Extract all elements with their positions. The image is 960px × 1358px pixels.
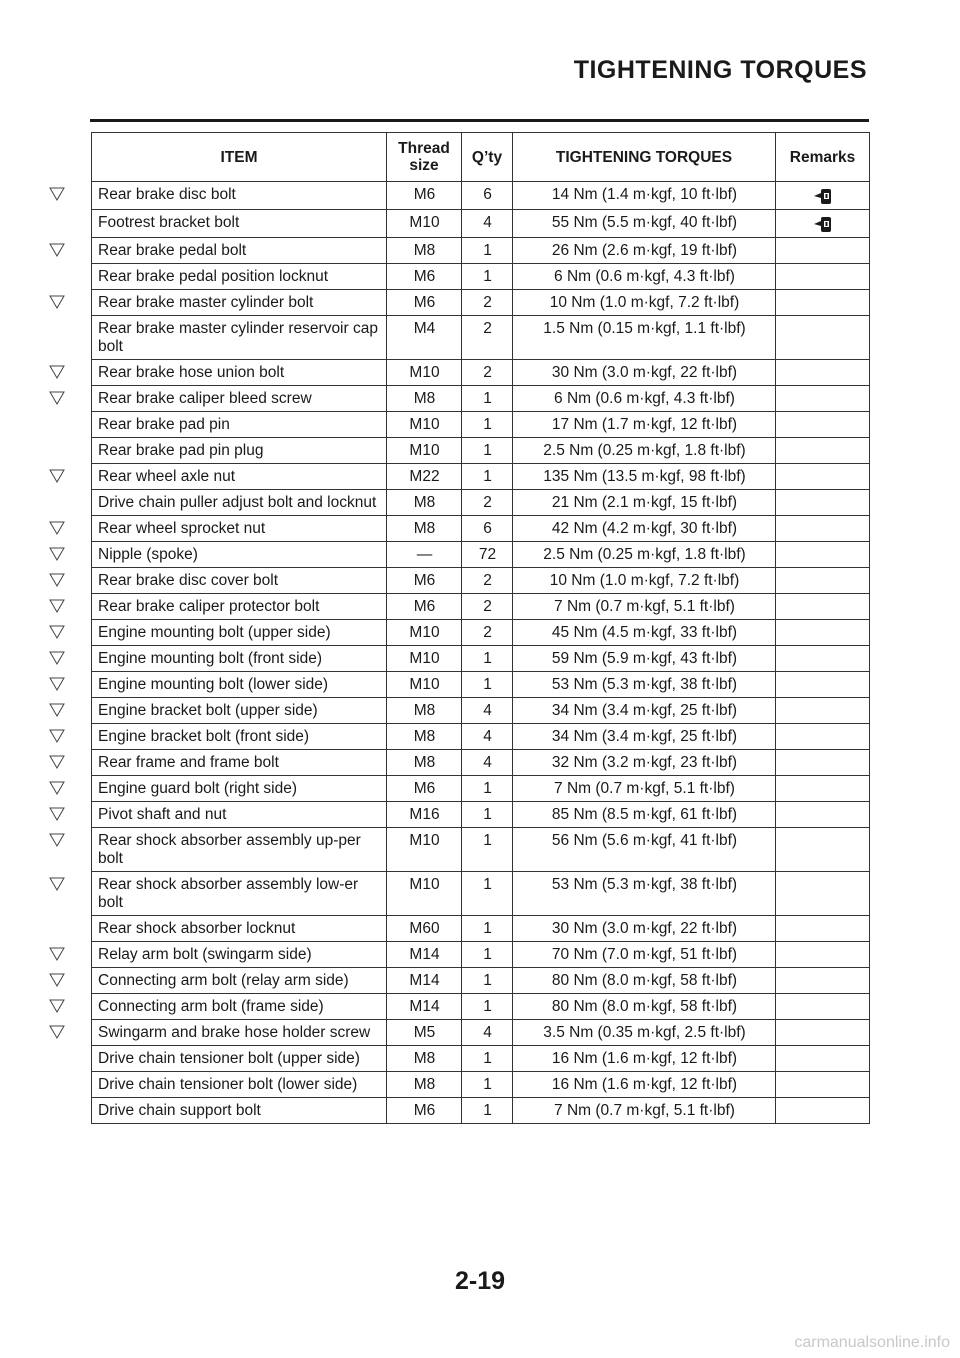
cell-qty: 6: [462, 516, 513, 542]
cell-item: [92, 290, 387, 316]
cell-qty: 2: [462, 568, 513, 594]
cell-torque: 6 Nm (0.6 m·kgf, 4.3 ft·lbf): [513, 264, 776, 290]
cell-qty: 1: [462, 802, 513, 828]
cell-remarks: [776, 620, 870, 646]
cell-remarks: [776, 776, 870, 802]
cell-qty: 1: [462, 1046, 513, 1072]
cell-remarks: [776, 802, 870, 828]
cell-thread-size: M10: [387, 620, 462, 646]
cell-torque: 34 Nm (3.4 m·kgf, 25 ft·lbf): [513, 698, 776, 724]
cell-torque: 53 Nm (5.3 m·kgf, 38 ft·lbf): [513, 672, 776, 698]
cell-qty: 72: [462, 542, 513, 568]
item-label: Rear shock absorber assembly up-per bolt: [98, 832, 361, 867]
cell-remarks: [776, 464, 870, 490]
cell-remarks: [776, 210, 870, 238]
cell-item: [92, 490, 387, 516]
cell-item: [92, 968, 387, 994]
cell-remarks: [776, 542, 870, 568]
cell-torque: 56 Nm (5.6 m·kgf, 41 ft·lbf): [513, 828, 776, 872]
table-row: [92, 1098, 870, 1124]
cell-torque: 26 Nm (2.6 m·kgf, 19 ft·lbf): [513, 238, 776, 264]
table-row: [92, 490, 870, 516]
cell-remarks: [776, 360, 870, 386]
cell-qty: 2: [462, 620, 513, 646]
cell-thread-size: M6: [387, 1098, 462, 1124]
item-label: Connecting arm bolt (relay arm side): [98, 972, 349, 989]
cell-thread-size: M10: [387, 828, 462, 872]
cell-thread-size: M6: [387, 568, 462, 594]
triangle-mark-icon: [49, 651, 65, 665]
cell-torque: 1.5 Nm (0.15 m·kgf, 1.1 ft·lbf): [513, 316, 776, 360]
table-row: [92, 1072, 870, 1098]
table-row: [92, 182, 870, 210]
cell-remarks: [776, 290, 870, 316]
title-divider: [90, 119, 869, 122]
cell-qty: 1: [462, 672, 513, 698]
triangle-mark-icon: [49, 833, 65, 847]
cell-remarks: [776, 1072, 870, 1098]
cell-remarks: [776, 916, 870, 942]
cell-torque: 70 Nm (7.0 m·kgf, 51 ft·lbf): [513, 942, 776, 968]
item-label: Rear brake master cylinder reservoir cap bolt: [98, 320, 378, 355]
item-label: Rear brake pedal position locknut: [98, 268, 329, 285]
cell-item: [92, 568, 387, 594]
cell-torque: 7 Nm (0.7 m·kgf, 5.1 ft·lbf): [513, 594, 776, 620]
item-label: Engine bracket bolt (front side): [98, 728, 310, 745]
cell-torque: 2.5 Nm (0.25 m·kgf, 1.8 ft·lbf): [513, 542, 776, 568]
table-row: [92, 776, 870, 802]
header-qty: Q’ty: [462, 133, 513, 182]
table-row: [92, 646, 870, 672]
cell-remarks: [776, 872, 870, 916]
cell-torque: 85 Nm (8.5 m·kgf, 61 ft·lbf): [513, 802, 776, 828]
header-thread-size: Thread size: [387, 133, 462, 182]
triangle-mark-icon: [49, 573, 65, 587]
triangle-mark-icon: [49, 703, 65, 717]
cell-item: [92, 698, 387, 724]
cell-thread-size: M10: [387, 210, 462, 238]
table-row: [92, 802, 870, 828]
item-label: Rear shock absorber locknut: [98, 920, 296, 937]
table-body: [92, 182, 870, 1124]
cell-item: [92, 872, 387, 916]
cell-torque: 2.5 Nm (0.25 m·kgf, 1.8 ft·lbf): [513, 438, 776, 464]
cell-torque: 30 Nm (3.0 m·kgf, 22 ft·lbf): [513, 360, 776, 386]
cell-thread-size: M8: [387, 750, 462, 776]
cell-torque: 135 Nm (13.5 m·kgf, 98 ft·lbf): [513, 464, 776, 490]
cell-torque: 21 Nm (2.1 m·kgf, 15 ft·lbf): [513, 490, 776, 516]
cell-remarks: [776, 568, 870, 594]
cell-item: [92, 386, 387, 412]
cell-item: [92, 316, 387, 360]
item-label: Connecting arm bolt (frame side): [98, 998, 324, 1015]
cell-remarks: [776, 750, 870, 776]
cell-torque: 7 Nm (0.7 m·kgf, 5.1 ft·lbf): [513, 1098, 776, 1124]
table-row: [92, 464, 870, 490]
cell-item: [92, 620, 387, 646]
triangle-mark-icon: [49, 1025, 65, 1039]
cell-item: [92, 438, 387, 464]
cell-remarks: [776, 828, 870, 872]
cell-item: [92, 464, 387, 490]
cell-thread-size: M10: [387, 646, 462, 672]
cell-remarks: [776, 968, 870, 994]
cell-item: [92, 1046, 387, 1072]
table-row: [92, 290, 870, 316]
cell-thread-size: M5: [387, 1020, 462, 1046]
table-row: [92, 942, 870, 968]
cell-qty: 1: [462, 1072, 513, 1098]
cell-item: [92, 942, 387, 968]
item-label: Engine bracket bolt (upper side): [98, 702, 318, 719]
triangle-mark-icon: [49, 755, 65, 769]
table-row: [92, 698, 870, 724]
cell-item: [92, 210, 387, 238]
cell-thread-size: M10: [387, 672, 462, 698]
cell-remarks: [776, 1020, 870, 1046]
cell-torque: 34 Nm (3.4 m·kgf, 25 ft·lbf): [513, 724, 776, 750]
cell-qty: 1: [462, 264, 513, 290]
triangle-mark-icon: [49, 547, 65, 561]
cell-qty: 1: [462, 386, 513, 412]
item-label: Engine mounting bolt (front side): [98, 650, 323, 667]
item-label: Rear wheel axle nut: [98, 468, 235, 485]
item-label: Drive chain support bolt: [98, 1102, 261, 1119]
cell-remarks: [776, 386, 870, 412]
cell-thread-size: M6: [387, 594, 462, 620]
cell-qty: 4: [462, 724, 513, 750]
cell-item: [92, 646, 387, 672]
cell-qty: 4: [462, 750, 513, 776]
triangle-mark-icon: [49, 365, 65, 379]
cell-remarks: [776, 238, 870, 264]
cell-item: [92, 360, 387, 386]
table-row: [92, 1020, 870, 1046]
triangle-mark-icon: [49, 295, 65, 309]
cell-thread-size: M6: [387, 776, 462, 802]
cell-thread-size: M8: [387, 386, 462, 412]
cell-thread-size: M6: [387, 264, 462, 290]
cell-qty: 6: [462, 182, 513, 210]
cell-remarks: [776, 942, 870, 968]
cell-item: [92, 916, 387, 942]
cell-qty: 1: [462, 238, 513, 264]
cell-thread-size: M22: [387, 464, 462, 490]
cell-item: [92, 594, 387, 620]
cell-item: [92, 238, 387, 264]
cell-torque: 80 Nm (8.0 m·kgf, 58 ft·lbf): [513, 968, 776, 994]
cell-item: [92, 994, 387, 1020]
cell-item: [92, 264, 387, 290]
table-row: [92, 386, 870, 412]
cell-thread-size: —: [387, 542, 462, 568]
item-label: Relay arm bolt (swingarm side): [98, 946, 312, 963]
triangle-mark-icon: [49, 677, 65, 691]
watermark: carmanualsonline.info: [794, 1334, 950, 1351]
table-row: [92, 872, 870, 916]
cell-qty: 1: [462, 646, 513, 672]
item-label: Nipple (spoke): [98, 546, 198, 563]
loctite-icon: [812, 214, 834, 234]
item-label: Rear brake caliper protector bolt: [98, 598, 320, 615]
item-label: Rear brake pad pin: [98, 416, 230, 433]
cell-torque: 80 Nm (8.0 m·kgf, 58 ft·lbf): [513, 994, 776, 1020]
cell-torque: 55 Nm (5.5 m·kgf, 40 ft·lbf): [513, 210, 776, 238]
table-row: [92, 750, 870, 776]
cell-remarks: [776, 646, 870, 672]
cell-qty: 1: [462, 438, 513, 464]
cell-torque: 45 Nm (4.5 m·kgf, 33 ft·lbf): [513, 620, 776, 646]
cell-remarks: [776, 1098, 870, 1124]
cell-torque: 53 Nm (5.3 m·kgf, 38 ft·lbf): [513, 872, 776, 916]
table-row: [92, 994, 870, 1020]
cell-item: [92, 1098, 387, 1124]
triangle-mark-icon: [49, 729, 65, 743]
cell-thread-size: M6: [387, 290, 462, 316]
cell-item: [92, 750, 387, 776]
cell-torque: 10 Nm (1.0 m·kgf, 7.2 ft·lbf): [513, 568, 776, 594]
cell-thread-size: M14: [387, 968, 462, 994]
cell-item: [92, 724, 387, 750]
cell-thread-size: M10: [387, 412, 462, 438]
cell-torque: 42 Nm (4.2 m·kgf, 30 ft·lbf): [513, 516, 776, 542]
triangle-mark-icon: [49, 877, 65, 891]
cell-qty: 4: [462, 1020, 513, 1046]
cell-qty: 1: [462, 828, 513, 872]
cell-thread-size: M8: [387, 1046, 462, 1072]
item-label: Rear brake disc cover bolt: [98, 572, 279, 589]
header-remarks: Remarks: [776, 133, 870, 182]
cell-remarks: [776, 516, 870, 542]
cell-qty: 2: [462, 290, 513, 316]
loctite-icon: [812, 186, 834, 206]
triangle-mark-icon: [49, 469, 65, 483]
cell-qty: 4: [462, 698, 513, 724]
cell-thread-size: M8: [387, 238, 462, 264]
triangle-mark-icon: [49, 625, 65, 639]
item-label: Rear brake pad pin plug: [98, 442, 264, 459]
table-row: [92, 916, 870, 942]
cell-torque: 32 Nm (3.2 m·kgf, 23 ft·lbf): [513, 750, 776, 776]
table-header-row: [92, 133, 870, 182]
cell-remarks: [776, 672, 870, 698]
cell-remarks: [776, 994, 870, 1020]
cell-qty: 2: [462, 360, 513, 386]
cell-item: [92, 516, 387, 542]
cell-item: [92, 182, 387, 210]
item-label: Rear brake master cylinder bolt: [98, 294, 314, 311]
cell-remarks: [776, 1046, 870, 1072]
cell-qty: 4: [462, 210, 513, 238]
item-label: Engine mounting bolt (lower side): [98, 676, 329, 693]
triangle-mark-icon: [49, 599, 65, 613]
page-title: TIGHTENING TORQUES: [573, 56, 867, 84]
triangle-mark-icon: [49, 999, 65, 1013]
table-row: [92, 516, 870, 542]
cell-qty: 1: [462, 968, 513, 994]
cell-item: [92, 1020, 387, 1046]
cell-torque: 59 Nm (5.9 m·kgf, 43 ft·lbf): [513, 646, 776, 672]
cell-torque: 16 Nm (1.6 m·kgf, 12 ft·lbf): [513, 1046, 776, 1072]
cell-thread-size: M14: [387, 994, 462, 1020]
page-number: 2-19: [454, 1267, 506, 1295]
cell-remarks: [776, 182, 870, 210]
cell-torque: 16 Nm (1.6 m·kgf, 12 ft·lbf): [513, 1072, 776, 1098]
cell-thread-size: M8: [387, 698, 462, 724]
cell-remarks: [776, 438, 870, 464]
cell-item: [92, 1072, 387, 1098]
table-row: [92, 968, 870, 994]
table-row: [92, 412, 870, 438]
cell-thread-size: M6: [387, 182, 462, 210]
cell-torque: 30 Nm (3.0 m·kgf, 22 ft·lbf): [513, 916, 776, 942]
table-row: [92, 542, 870, 568]
table-row: [92, 620, 870, 646]
item-label: Rear shock absorber assembly low-er bolt: [98, 876, 359, 911]
item-label: Rear brake disc bolt: [98, 186, 236, 203]
cell-remarks: [776, 412, 870, 438]
item-label: Drive chain puller adjust bolt and locknut: [98, 494, 377, 511]
cell-remarks: [776, 724, 870, 750]
item-label: Drive chain tensioner bolt (lower side): [98, 1076, 358, 1093]
table-row: [92, 568, 870, 594]
item-label: Rear frame and frame bolt: [98, 754, 279, 771]
table-row: [92, 594, 870, 620]
cell-qty: 1: [462, 412, 513, 438]
cell-thread-size: M10: [387, 872, 462, 916]
cell-thread-size: M8: [387, 516, 462, 542]
cell-torque: 10 Nm (1.0 m·kgf, 7.2 ft·lbf): [513, 290, 776, 316]
cell-qty: 1: [462, 776, 513, 802]
cell-thread-size: M8: [387, 724, 462, 750]
cell-torque: 17 Nm (1.7 m·kgf, 12 ft·lbf): [513, 412, 776, 438]
item-label: Rear brake hose union bolt: [98, 364, 285, 381]
cell-thread-size: M60: [387, 916, 462, 942]
cell-thread-size: M8: [387, 1072, 462, 1098]
cell-qty: 1: [462, 994, 513, 1020]
cell-qty: 1: [462, 872, 513, 916]
cell-item: [92, 672, 387, 698]
header-item: ITEM: [92, 133, 387, 182]
triangle-mark-icon: [49, 391, 65, 405]
cell-thread-size: M10: [387, 360, 462, 386]
cell-item: [92, 776, 387, 802]
torque-table: [91, 132, 870, 1124]
cell-qty: 2: [462, 490, 513, 516]
cell-remarks: [776, 490, 870, 516]
table-row: [92, 672, 870, 698]
table-row: [92, 316, 870, 360]
cell-item: [92, 802, 387, 828]
cell-torque: 7 Nm (0.7 m·kgf, 5.1 ft·lbf): [513, 776, 776, 802]
table-row: [92, 1046, 870, 1072]
item-label: Rear brake pedal bolt: [98, 242, 247, 259]
cell-item: [92, 412, 387, 438]
table-row: [92, 438, 870, 464]
cell-item: [92, 542, 387, 568]
table-row: [92, 210, 870, 238]
cell-qty: 2: [462, 594, 513, 620]
item-label: Footrest bracket bolt: [98, 214, 240, 231]
table-row: [92, 360, 870, 386]
cell-qty: 1: [462, 942, 513, 968]
triangle-mark-icon: [49, 973, 65, 987]
cell-qty: 1: [462, 916, 513, 942]
cell-thread-size: M4: [387, 316, 462, 360]
cell-torque: 6 Nm (0.6 m·kgf, 4.3 ft·lbf): [513, 386, 776, 412]
table-row: [92, 828, 870, 872]
item-label: Rear brake caliper bleed screw: [98, 390, 312, 407]
table-row: [92, 264, 870, 290]
cell-remarks: [776, 594, 870, 620]
table-row: [92, 238, 870, 264]
cell-qty: 1: [462, 464, 513, 490]
item-label: Rear wheel sprocket nut: [98, 520, 266, 537]
table-row: [92, 724, 870, 750]
triangle-mark-icon: [49, 187, 65, 201]
triangle-mark-icon: [49, 807, 65, 821]
item-label: Drive chain tensioner bolt (upper side): [98, 1050, 360, 1067]
triangle-mark-icon: [49, 781, 65, 795]
triangle-mark-icon: [49, 521, 65, 535]
item-label: Engine mounting bolt (upper side): [98, 624, 331, 641]
cell-thread-size: M14: [387, 942, 462, 968]
cell-item: [92, 828, 387, 872]
cell-thread-size: M8: [387, 490, 462, 516]
cell-torque: 14 Nm (1.4 m·kgf, 10 ft·lbf): [513, 182, 776, 210]
triangle-mark-icon: [49, 243, 65, 257]
triangle-mark-icon: [49, 947, 65, 961]
item-label: Swingarm and brake hose holder screw: [98, 1024, 371, 1041]
cell-remarks: [776, 698, 870, 724]
header-tightening-torques: TIGHTENING TORQUES: [513, 133, 776, 182]
cell-qty: 1: [462, 1098, 513, 1124]
cell-thread-size: M16: [387, 802, 462, 828]
item-label: Engine guard bolt (right side): [98, 780, 298, 797]
item-label: Pivot shaft and nut: [98, 806, 227, 823]
cell-qty: 2: [462, 316, 513, 360]
cell-torque: 3.5 Nm (0.35 m·kgf, 2.5 ft·lbf): [513, 1020, 776, 1046]
cell-remarks: [776, 264, 870, 290]
cell-remarks: [776, 316, 870, 360]
cell-thread-size: M10: [387, 438, 462, 464]
